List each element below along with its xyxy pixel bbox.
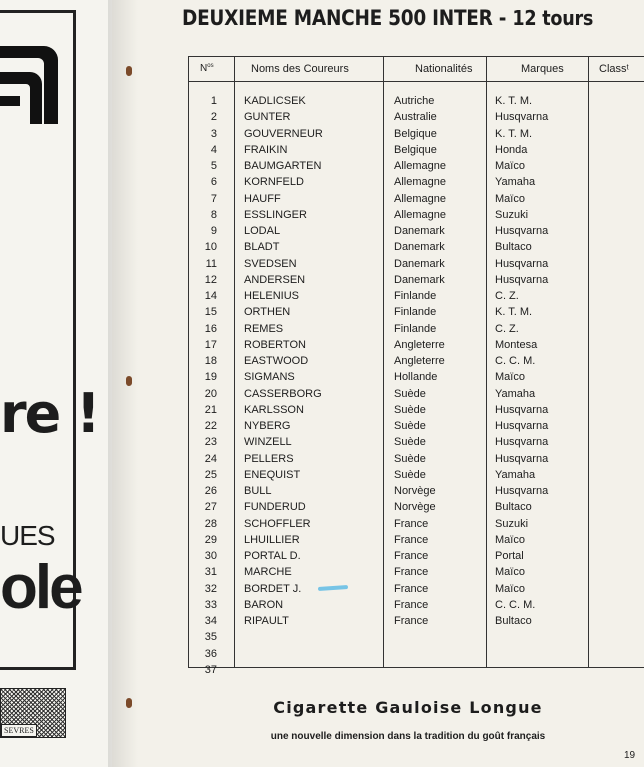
rider-nationality: France	[394, 517, 429, 530]
title-tours: 12 tours	[512, 6, 594, 30]
rider-name: ENEQUIST	[244, 468, 301, 481]
rider-nationality: Danemark	[394, 273, 445, 286]
binding-hole	[126, 376, 132, 386]
rider-brand: Honda	[495, 143, 528, 156]
rider-number: 16	[204, 322, 217, 335]
rider-brand: Yamaha	[495, 468, 536, 481]
rider-nationality: Danemark	[394, 225, 445, 237]
table-row	[189, 143, 644, 159]
left-page-footer: SEVRES	[1, 724, 37, 737]
rider-name: PORTAL D.	[244, 550, 301, 562]
rider-brand: Bultaco	[495, 501, 532, 514]
table-row	[189, 273, 644, 289]
rider-number: 5	[210, 160, 217, 172]
table-row	[189, 94, 644, 110]
table-row	[189, 387, 644, 403]
table-row	[189, 484, 644, 500]
rider-brand: Husqvarna	[495, 420, 549, 432]
rider-brand: Portal	[495, 550, 524, 562]
rider-nationality: Suède	[394, 387, 426, 400]
rider-number: 1	[210, 95, 217, 107]
rider-brand: Husqvarna	[495, 111, 549, 124]
rider-brand: Maïco	[495, 160, 525, 172]
rider-number: 35	[204, 631, 217, 644]
rider-name: BULL	[244, 485, 272, 497]
left-page-text-1: re !	[0, 382, 99, 445]
rider-name: SCHOFFLER	[244, 517, 311, 530]
rider-nationality: Angleterre	[394, 338, 445, 351]
title-main: DEUXIEME MANCHE 500 INTER	[182, 6, 493, 30]
table-row	[189, 517, 644, 533]
rider-name: KORNFELD	[244, 176, 304, 189]
rider-nationality: Suède	[394, 403, 426, 416]
rider-number: 26	[204, 485, 217, 497]
rider-nationality: Danemark	[394, 257, 445, 270]
left-page-logo-icon	[0, 38, 62, 134]
rider-number: 11	[205, 257, 217, 270]
table-row	[189, 354, 644, 370]
table-row	[189, 549, 644, 565]
rider-brand: C. Z.	[495, 322, 519, 335]
rider-number: 25	[204, 468, 217, 481]
rider-name: BLADT	[244, 241, 280, 254]
rider-number: 29	[204, 533, 217, 546]
rider-brand: Maïco	[495, 371, 525, 384]
rider-name: LODAL	[244, 225, 281, 237]
rider-brand: Maïco	[495, 566, 525, 579]
table-row	[189, 224, 644, 240]
rider-name: ROBERTON	[244, 338, 306, 351]
rider-number: 20	[204, 387, 217, 400]
rider-nationality: Belgique	[394, 127, 437, 140]
rider-number: 18	[204, 355, 217, 367]
rider-brand: Husqvarna	[495, 485, 549, 497]
rider-brand: C. Z.	[495, 290, 519, 302]
rider-nationality: Suède	[394, 436, 426, 449]
rider-name: ESSLINGER	[244, 208, 307, 221]
table-header	[189, 57, 644, 82]
binding-hole	[126, 66, 132, 76]
rider-name: BARON	[244, 598, 284, 611]
rider-number: 7	[210, 192, 217, 205]
rider-nationality: Finlande	[394, 306, 437, 319]
rider-nationality: Allemagne	[394, 176, 446, 189]
rider-name: BAUMGARTEN	[244, 160, 322, 172]
rider-nationality: France	[394, 598, 429, 611]
rider-name: BORDET J.	[244, 582, 302, 595]
page-number: 19	[624, 750, 636, 761]
table-row	[189, 647, 644, 663]
rider-brand: Bultaco	[495, 615, 532, 627]
rider-nationality: France	[394, 566, 429, 579]
header-nos: $N^{os}$	[200, 63, 214, 74]
table-row	[189, 419, 644, 435]
ad-tagline: une nouvelle dimension dans la tradition du goût français	[270, 731, 546, 742]
table-row	[189, 257, 644, 273]
rider-name: GUNTER	[244, 111, 291, 124]
rider-name: SVEDSEN	[244, 257, 297, 270]
rider-number: 33	[204, 598, 217, 611]
rider-name: ORTHEN	[244, 306, 291, 319]
table-row	[189, 159, 644, 175]
rider-brand: Suzuki	[495, 208, 529, 221]
title-separator: -	[498, 6, 507, 30]
page-title	[182, 6, 593, 30]
table-row	[189, 663, 644, 679]
table-row	[189, 598, 644, 614]
table-row	[189, 289, 644, 305]
rider-name: HELENIUS	[244, 290, 300, 302]
table-row	[189, 322, 644, 338]
table-row	[189, 533, 644, 549]
rider-number: 31	[204, 566, 217, 579]
rider-number: 36	[204, 647, 217, 660]
rider-name: KADLICSEK	[244, 95, 306, 107]
table-row	[189, 614, 644, 630]
table-row	[189, 338, 644, 354]
rider-name: LHUILLIER	[244, 533, 300, 546]
table-row	[189, 175, 644, 191]
rider-brand: Yamaha	[495, 176, 536, 189]
rider-number: 24	[204, 452, 217, 465]
rider-number: 3	[210, 127, 217, 140]
rider-name: PELLERS	[244, 452, 294, 465]
rider-name: HAUFF	[244, 192, 281, 205]
rider-nationality: France	[394, 550, 429, 562]
table-row	[189, 452, 644, 468]
header-classement: Classᵗ	[599, 63, 629, 75]
table-row	[189, 435, 644, 451]
left-page	[0, 0, 112, 767]
rider-number: 17	[204, 338, 217, 351]
rider-nationality: Finlande	[394, 322, 437, 335]
left-page-text-3: ole	[0, 553, 81, 622]
rider-nationality: Angleterre	[394, 355, 445, 367]
rider-brand: Husqvarna	[495, 225, 549, 237]
rider-number: 27	[204, 501, 217, 514]
rider-brand: Maïco	[495, 582, 525, 595]
rider-nationality: Allemagne	[394, 192, 446, 205]
rider-brand: Husqvarna	[495, 403, 549, 416]
header-nom: Noms des Coureurs	[251, 63, 349, 75]
rider-brand: Husqvarna	[495, 436, 549, 449]
table-row	[189, 305, 644, 321]
rider-brand: Husqvarna	[495, 257, 549, 270]
rider-nationality: Belgique	[394, 143, 437, 156]
rider-number: 21	[204, 403, 217, 416]
rider-brand: K. T. M.	[495, 95, 533, 107]
rider-brand: Yamaha	[495, 387, 536, 400]
table-row	[189, 630, 644, 646]
table-row	[189, 403, 644, 419]
left-page-footer-box	[0, 688, 66, 738]
riders-table	[188, 56, 644, 676]
rider-brand: C. C. M.	[495, 355, 536, 367]
rider-nationality: Allemagne	[394, 208, 446, 221]
rider-number: 9	[210, 225, 217, 237]
rider-nationality: Autriche	[394, 95, 435, 107]
rider-brand: K. T. M.	[495, 306, 533, 319]
rider-name: RIPAULT	[244, 615, 289, 627]
rider-nationality: France	[394, 615, 429, 627]
rider-brand: Maïco	[495, 192, 525, 205]
table-row	[189, 240, 644, 256]
rider-name: FRAIKIN	[244, 143, 288, 156]
rider-name: ANDERSEN	[244, 273, 306, 286]
rider-brand: Maïco	[495, 533, 525, 546]
rider-number: 23	[204, 436, 217, 449]
table-row	[189, 208, 644, 224]
rider-brand: Bultaco	[495, 241, 532, 254]
rider-number: 8	[210, 208, 217, 221]
rider-nationality: Finlande	[394, 290, 437, 302]
table-row	[189, 192, 644, 208]
rider-number: 4	[210, 143, 217, 156]
rider-name: KARLSSON	[244, 403, 304, 416]
binding-hole	[126, 698, 132, 708]
rider-name: WINZELL	[244, 436, 292, 449]
table-row	[189, 582, 644, 598]
table-row	[189, 110, 644, 126]
rider-nationality: Norvège	[394, 501, 436, 514]
rider-number: 32	[204, 582, 217, 595]
rider-brand: K. T. M.	[495, 127, 533, 140]
rider-name: GOUVERNEUR	[244, 127, 323, 140]
header-nationalite: Nationalités	[415, 63, 473, 75]
rider-number: 22	[204, 420, 217, 432]
rider-number: 14	[204, 290, 217, 302]
rider-number: 34	[204, 615, 217, 627]
page-fold	[108, 0, 138, 767]
table-row	[189, 500, 644, 516]
table-row	[189, 468, 644, 484]
rider-name: SIGMANS	[244, 371, 295, 384]
table-row	[189, 127, 644, 143]
rider-nationality: Suède	[394, 420, 426, 432]
rider-brand: Husqvarna	[495, 452, 549, 465]
table-row	[189, 370, 644, 386]
rider-number: 2	[210, 111, 217, 124]
rider-number: 28	[204, 517, 217, 530]
ad-headline: Cigarette Gauloise Longue	[273, 698, 543, 717]
left-page-text-2: UES	[0, 520, 55, 551]
rider-number: 30	[204, 550, 217, 562]
rider-number: 6	[210, 176, 217, 189]
rider-number: 15	[204, 306, 217, 319]
rider-number: 10	[204, 241, 217, 254]
rider-nationality: Suède	[394, 468, 426, 481]
rider-nationality: France	[394, 533, 429, 546]
rider-number: 37	[204, 663, 217, 676]
rider-name: MARCHE	[244, 566, 292, 579]
header-marque: Marques	[521, 63, 564, 75]
rider-nationality: Australie	[394, 111, 437, 124]
rider-brand: Montesa	[495, 338, 538, 351]
rider-brand: C. C. M.	[495, 598, 536, 611]
rider-name: EASTWOOD	[244, 355, 309, 367]
table-body	[189, 94, 644, 679]
rider-nationality: Norvège	[394, 485, 436, 497]
rider-number: 19	[204, 371, 217, 384]
rider-name: NYBERG	[244, 420, 291, 432]
rider-nationality: Allemagne	[394, 160, 446, 172]
rider-nationality: France	[394, 582, 429, 595]
rider-number: 12	[204, 273, 217, 286]
rider-brand: Husqvarna	[495, 273, 549, 286]
rider-name: FUNDERUD	[244, 501, 306, 514]
rider-name: REMES	[244, 322, 284, 335]
rider-nationality: Hollande	[394, 371, 438, 384]
rider-name: CASSERBORG	[244, 387, 322, 400]
rider-nationality: Suède	[394, 452, 426, 465]
rider-brand: Suzuki	[495, 517, 529, 530]
table-row	[189, 565, 644, 581]
rider-nationality: Danemark	[394, 241, 445, 254]
